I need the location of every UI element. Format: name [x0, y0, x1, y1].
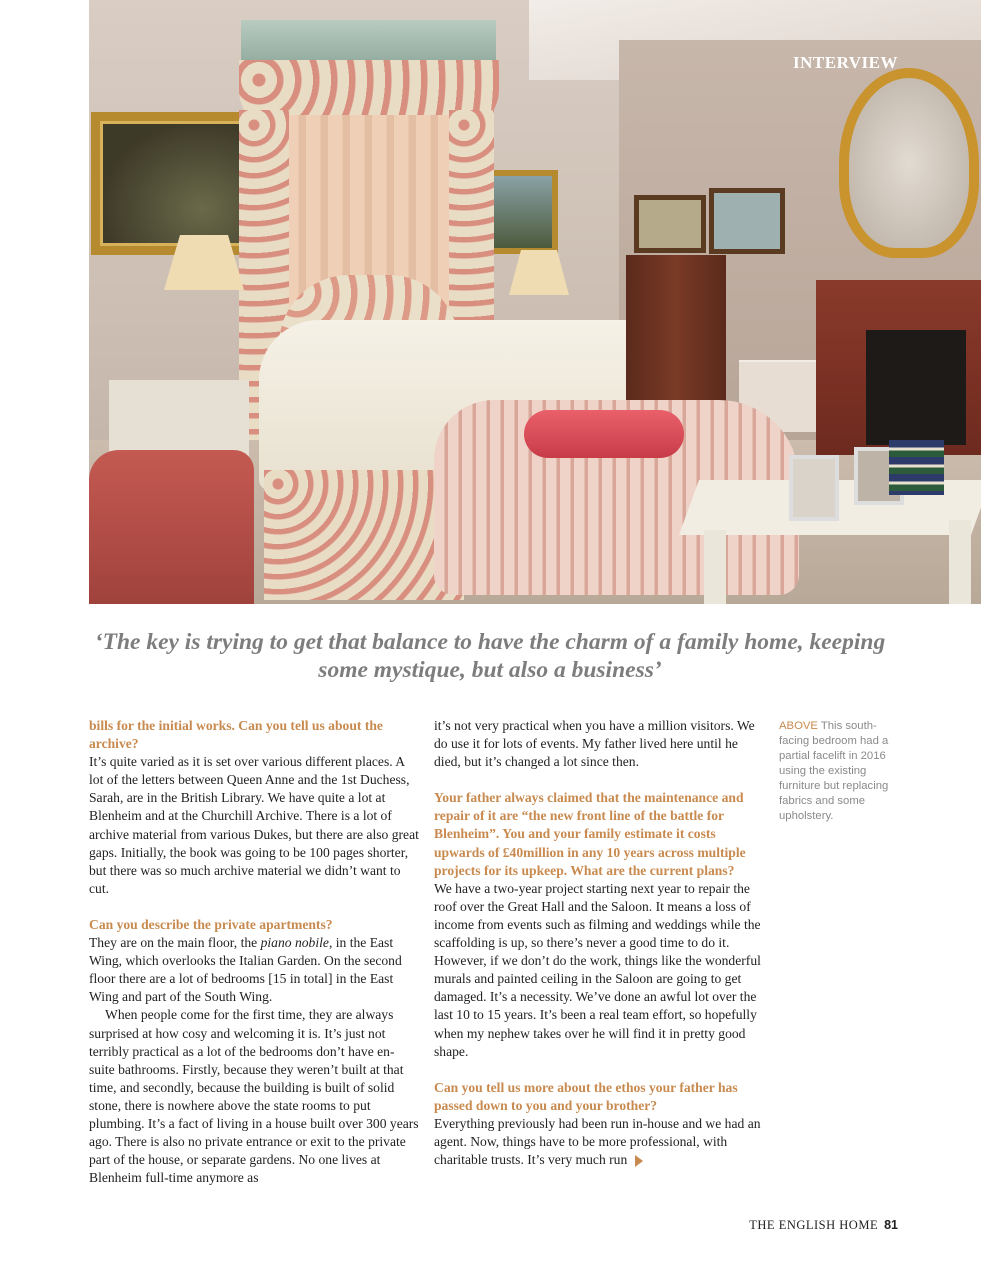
page-number: 81 [884, 1218, 898, 1232]
continue-arrow-icon [635, 1155, 643, 1167]
photo-framed-print [709, 188, 785, 254]
answer-continued: it’s not very practical when you have a million visitors. We do use it for lots of events. My father lived here until he died, but it’s changed a lot since then. [434, 718, 755, 770]
answer-private-apartments [89, 934, 419, 1006]
photo-landscape-painting [486, 170, 558, 254]
photo-secretaire [626, 255, 726, 410]
photo-book-stack [889, 440, 944, 495]
text-column-2 [434, 717, 764, 1169]
answer-text: , in the East Wing, which overlooks the Italian Garden. On the second floor there are a lot of bedrooms [15 in total] in the East Wing and part of the South Wing. [89, 935, 402, 1005]
photo-portrait-frame [789, 455, 839, 521]
question-ethos: Can you tell us more about the ethos your father has passed down to you and your brother? [434, 1079, 738, 1113]
answer-maintenance: We have a two-year project starting next year to repair the roof over the Great Hall and the Saloon. It means a loss of income from events such as filming and weddings while the scaffolding is up, so there’s never a good time to do it. However, if we don’t do the work, things like the wonderful murals and painted ceiling in the Saloon are going to get damaged. It’s a necessity. We’ve done an awful lot over the last 10 to 15 years. It’s been a real team effort, so hopefully when my nephew takes over he will find it in pretty good shape. [434, 880, 761, 1059]
pull-quote: ‘The key is trying to get that balance to have the charm of a family home, keeping some mystique, but also a business’ [94, 629, 886, 683]
photo-gilt-mirror [839, 68, 979, 258]
answer-italic-term: piano nobile [260, 935, 329, 951]
caption-text: This south-facing bedroom had a partial facelift in 2016 using the existing furniture but replacing fabrics and some upholstery. [779, 720, 889, 822]
text-column-1 [89, 717, 419, 1187]
caption-lead: ABOVE [779, 720, 818, 732]
question-archive: bills for the initial works. Can you tell us about the archive? [89, 718, 383, 752]
magazine-name: THE ENGLISH HOME [749, 1218, 879, 1232]
answer-private-apartments-continued: When people come for the first time, they are always surprised at how cosy and welcoming it is. It’s just not terribly practical as a lot of the bedrooms don’t have en-suite bathrooms. Firstly, because they weren’t built at that time, and secondly, because the building is built of solid stone, there is nowhere above the state rooms to put plumbing. It’s a fact of living in a house built over 300 years ago. There is also no private entrance or exit to the private part of the house, or separate gardens. No one lives at Blenheim full-time anymore as [89, 1007, 419, 1186]
answer-text: They are on the main floor, the [89, 935, 261, 951]
bedroom-photo [89, 0, 981, 604]
answer-ethos [434, 1115, 764, 1169]
answer-text: Everything previously had been run in-house and we had an agent. Now, things have to be more professional, with charitable trusts. It’s very much run [434, 1115, 761, 1168]
photo-table-leg [704, 530, 726, 604]
photo-caption [779, 719, 904, 824]
photo-lamp [509, 250, 569, 295]
question-maintenance: Your father always claimed that the maintenance and repair of it are “the new front line of the battle for Blenheim”. You and your family estimate it costs upwards of £40million in any 10 years across multiple projects for its upkeep. What are the current plans? [434, 790, 746, 878]
section-label: INTERVIEW [793, 53, 898, 72]
answer-archive: It’s quite varied as it is set over various different places. A lot of the letters between Queen Anne and the 1st Duchess, Sarah, are in the British Library. We have quite a lot at Blenheim and at the Churchill Archive. There is a lot of archive material from various Dukes, but there are also great gaps. Initially, the book was going to be 100 pages shorter, but there was so much archive material we didn’t want to cut. [89, 754, 419, 896]
photo-table-leg [949, 520, 971, 604]
photo-bolster-cushion [524, 410, 684, 458]
photo-framed-print [634, 195, 706, 253]
page-footer [749, 1218, 898, 1233]
question-private-apartments: Can you describe the private apartments? [89, 916, 333, 932]
photo-firebox [866, 330, 966, 445]
photo-armchair [89, 450, 254, 604]
